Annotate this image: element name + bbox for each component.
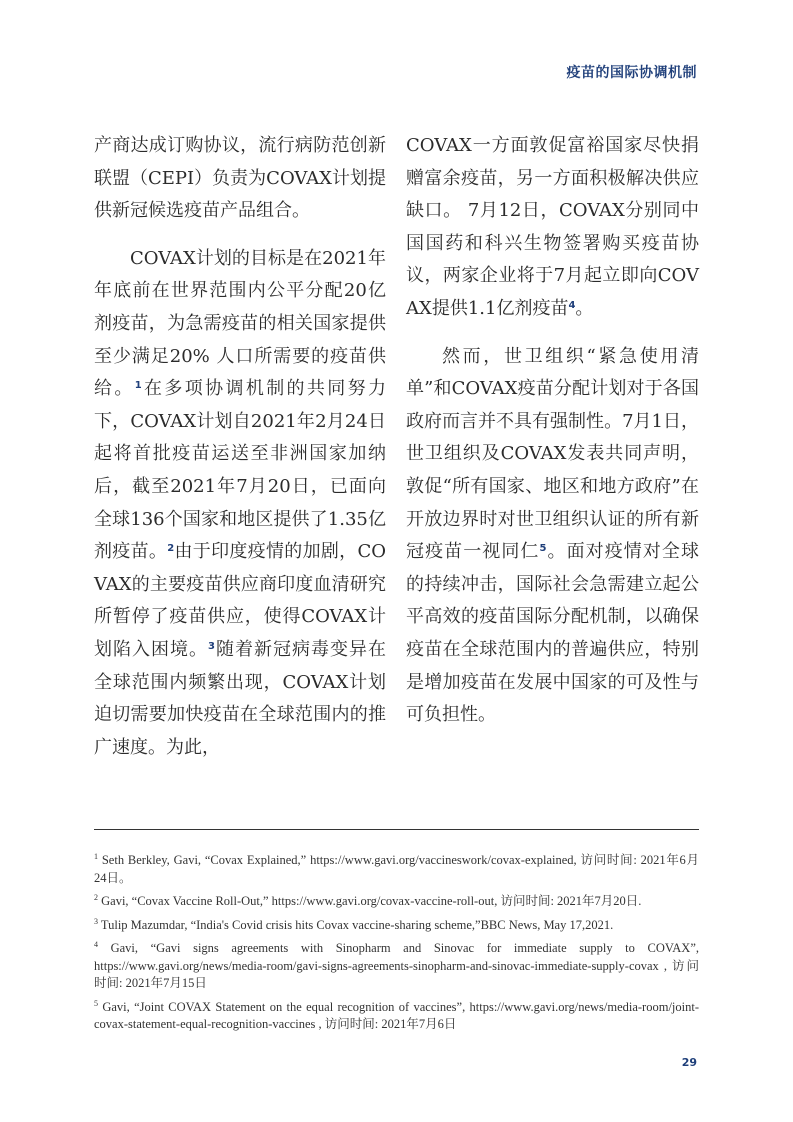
footnote xyxy=(94,999,699,1034)
footnote-ref[interactable]: 1 xyxy=(134,380,142,392)
footnote xyxy=(94,917,699,935)
paragraph-text: 在多项协调机制的共同努力下，COVAX计划自2021年2月24日起将首批疫苗运送至非洲国家加纳后，截至2021年7月20日，已面向全球136个国家和地区提供了1.35亿剂疫苗。 xyxy=(94,378,386,563)
footnote-text: Seth Berkley, Gavi, “Covax Explained,” https://www.gavi.org/vaccineswork/covax-explained, 访问时间: 2021年6月24日。 xyxy=(94,853,700,885)
paragraph-text: 随着新冠病毒变异在全球范围内频繁出现，COVAX计划迫切需要加快疫苗在全球范围内的推广速度。为此， xyxy=(94,638,387,758)
footnotes xyxy=(94,852,699,1040)
page-number: 29 xyxy=(681,1056,697,1069)
paragraph-text: 产商达成订购协议，流行病防范创新联盟（CEPI）负责为COVAX计划提供新冠候选疫苗产品组合。 xyxy=(94,135,386,222)
footnote-ref[interactable]: 5 xyxy=(539,543,547,555)
right-column xyxy=(406,130,699,732)
paragraph xyxy=(406,130,699,326)
paragraph xyxy=(406,341,699,732)
paragraph xyxy=(94,130,386,228)
running-header: 疫苗的国际协调机制 xyxy=(566,65,697,81)
footnote-ref[interactable]: 4 xyxy=(568,299,576,311)
footnote-text: Gavi, “Joint COVAX Statement on the equal recognition of vaccines”, https://www.gavi.org/news/media-room/joint-covax-statement-equal-recognition-vaccines , 访问时间: 2021年7月6日 xyxy=(94,999,699,1031)
footnote xyxy=(94,940,699,993)
paragraph-text: 由于印度疫情的加剧，COVAX的主要疫苗供应商印度血清研究所暂停了疫苗供应，使得COVAX计划陷入困境。 xyxy=(94,541,387,660)
paragraph-text: COVAX一方面敦促富裕国家尽快捐赠富余疫苗，另一方面积极解决供应缺口。 7月12日，COVAX分别同中国国药和科兴生物签署购买疫苗协议，两家企业将于7月起立即向COVAX提供1.1亿剂疫苗 xyxy=(406,135,699,319)
footnote-text: Gavi, “Gavi signs agreements with Sinopharm and Sinovac for immediate supply to COVAX”, https://www.gavi.org/news/media-room/gavi-signs-agreements-sinopharm-and-sinovac-immediate-supply-covax , 访问时间: 2021年7月15日 xyxy=(94,941,699,990)
footnote-ref[interactable]: 3 xyxy=(208,640,215,652)
footnote-number: 4 xyxy=(94,940,98,949)
paragraph-text: 。面对疫情对全球的持续冲击，国际社会急需建立起公平高效的疫苗国际分配机制，以确保疫苗在全球范围内的普遍供应，特别是增加疫苗在发展中国家的可及性与可负担性。 xyxy=(406,541,700,726)
footnote-text: Tulip Mazumdar, “India's Covid crisis hits Covax vaccine-sharing scheme,”BBC News, May 17,2021. xyxy=(100,917,614,932)
footnote xyxy=(94,852,699,887)
footnote-text: Gavi, “Covax Vaccine Roll-Out,” https://www.gavi.org/covax-vaccine-roll-out, 访问时间: 2021年7月20日. xyxy=(101,894,642,908)
footnote-number: 5 xyxy=(94,998,98,1008)
footnote-number: 2 xyxy=(94,893,98,902)
paragraph-text: 然而，世卫组织“紧急使用清单”和COVAX疫苗分配计划对于各国政府而言并不具有强制性。7月1日，世卫组织及COVAX发表共同声明，敦促“所有国家、地区和地方政府”在开放边界时对世卫组织认证的所有新冠疫苗一视同仁 xyxy=(406,345,699,563)
footnote-divider xyxy=(94,829,699,830)
paragraph-text: 。 xyxy=(575,297,594,319)
paragraph xyxy=(94,243,386,765)
footnote-number: 3 xyxy=(94,916,98,926)
left-column xyxy=(94,130,386,764)
footnote-ref[interactable]: 2 xyxy=(167,543,175,555)
footnote xyxy=(94,893,699,911)
footnote-number: 1 xyxy=(94,852,98,861)
paragraph-text: COVAX计划的目标是在2021年年底前在世界范围内公平分配20亿剂疫苗，为急需疫苗的相关国家提供至少满足20% 人口所需要的疫苗供给。 xyxy=(94,247,386,400)
